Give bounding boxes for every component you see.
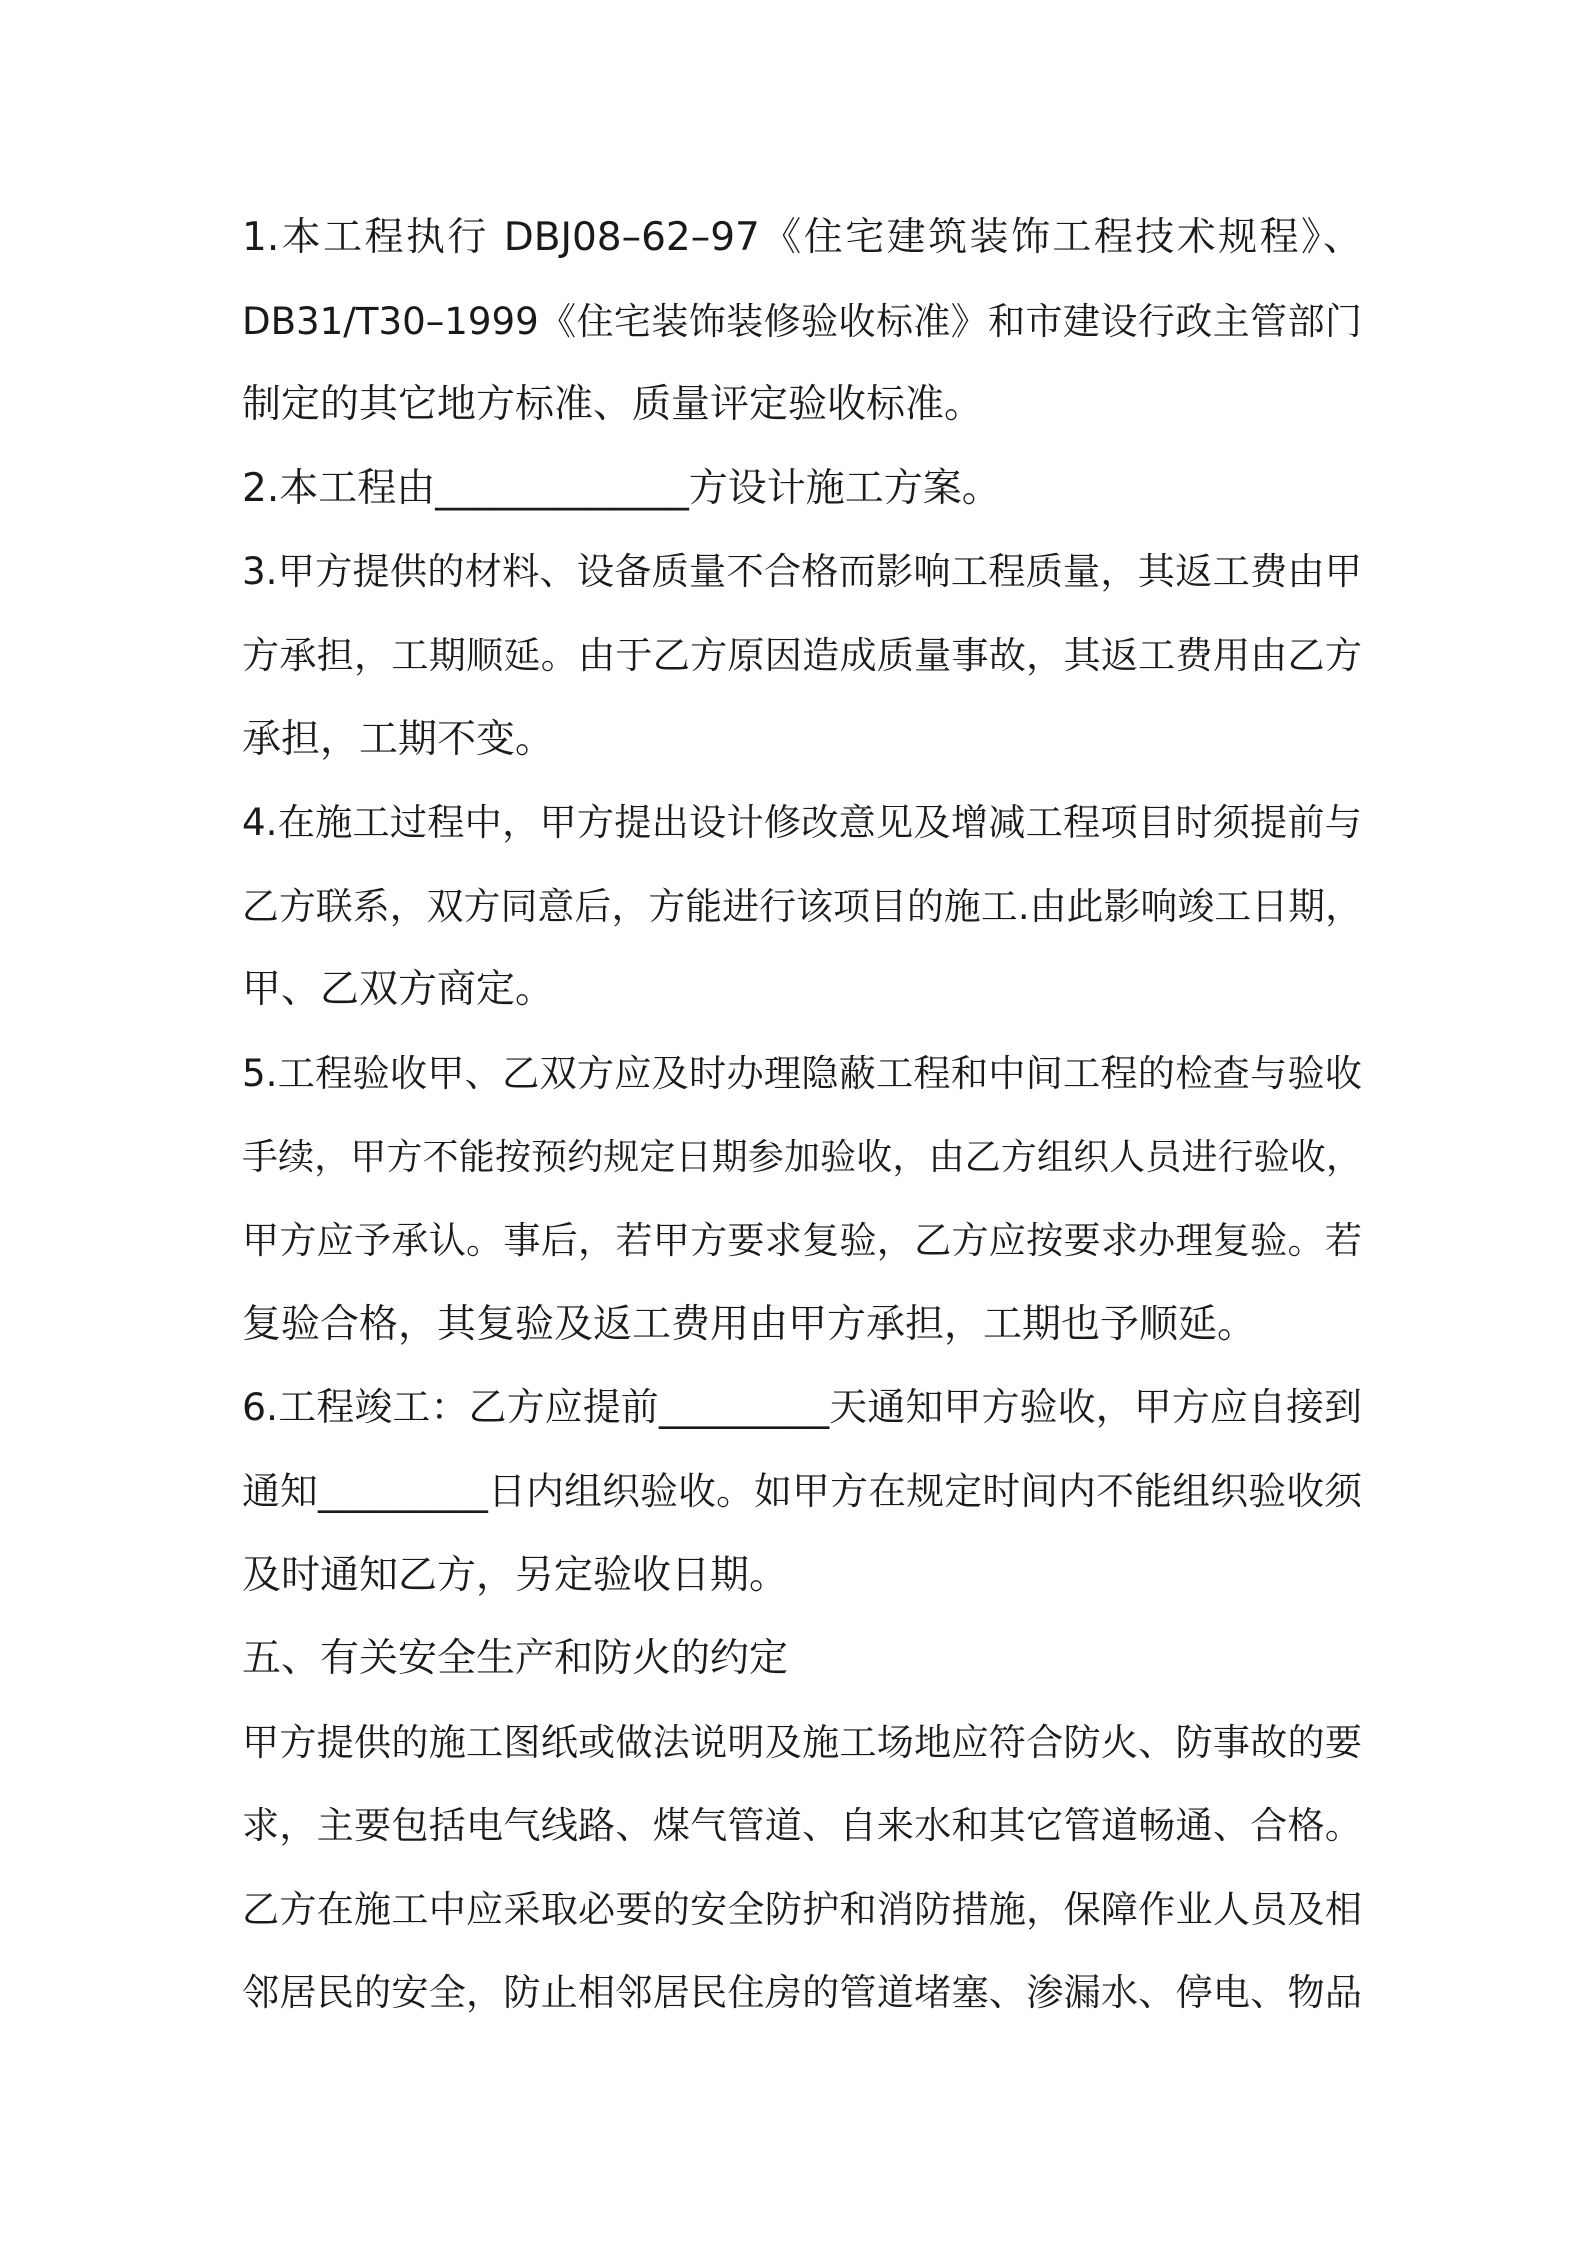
text-line: 五、有关安全生产和防火的约定	[242, 1636, 789, 1682]
text-line: 求，主要包括电气线路、煤气管道、自来水和其它管道畅通、合格。	[242, 1804, 1362, 1848]
text-line: 甲方提供的施工图纸或做法说明及施工场地应符合防火、防事故的要	[242, 1720, 1362, 1764]
text-line: 通知_________日内组织验收。如甲方在规定时间内不能组织验收须	[242, 1468, 1362, 1513]
document-body	[242, 196, 1362, 2035]
text-line: 乙方联系，双方同意后，方能进行该项目的施工.由此影响竣工日期，	[242, 884, 1362, 928]
text-line: 1.本工程执行 DBJ08–62–97《住宅建筑装饰工程技术规程》、	[242, 215, 1362, 260]
text-line: 复验合格，其复验及返工费用由甲方承担，工期也予顺延。	[242, 1301, 1257, 1347]
text-line: 甲方应予承认。事后，若甲方要求复验，乙方应按要求办理复验。若	[242, 1219, 1362, 1263]
text-line: 甲、乙双方商定。	[242, 967, 555, 1013]
text-line: 方承担，工期顺延。由于乙方原因造成质量事故，其返工费用由乙方	[242, 633, 1362, 677]
text-line: 手续，甲方不能按预约规定日期参加验收，由乙方组织人员进行验收，	[242, 1136, 1362, 1178]
text-line: 3.甲方提供的材料、设备质量不合格而影响工程质量，其返工费由甲	[242, 549, 1362, 594]
text-line: 4.在施工过程中，甲方提出设计修改意见及增减工程项目时须提前与	[242, 800, 1362, 845]
text-line: 乙方在施工中应采取必要的安全防护和消防措施，保障作业人员及相	[242, 1887, 1362, 1931]
text-line: 邻居民的安全，防止相邻居民住房的管道堵塞、渗漏水、停电、物品	[242, 1971, 1362, 2015]
text-line: DB31/T30–1999《住宅装饰装修验收标准》和市建设行政主管部门	[242, 299, 1362, 343]
text-line: 6.工程竣工：乙方应提前_________天通知甲方验收，甲方应自接到	[242, 1385, 1362, 1430]
text-line: 2.本工程由_____________方设计施工方案。	[242, 465, 1001, 511]
text-line: 制定的其它地方标准、质量评定验收标准。	[242, 382, 984, 428]
text-line: 及时通知乙方，另定验收日期。	[242, 1552, 789, 1598]
text-line: 5.工程验收甲、乙双方应及时办理隐蔽工程和中间工程的检查与验收	[242, 1050, 1362, 1095]
text-line: 承担，工期不变。	[242, 716, 555, 762]
